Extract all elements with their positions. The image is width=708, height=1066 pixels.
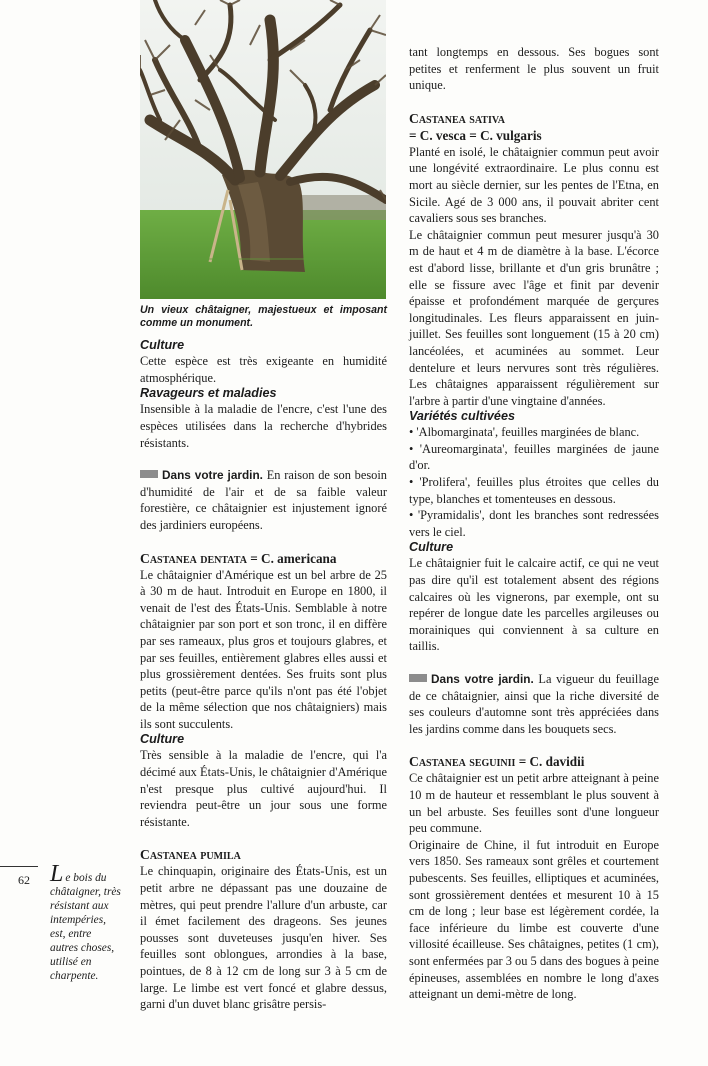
species-synonym: = C. davidii [515,754,585,770]
garden-text: En raison de son besoin d'humidité de l'air et de sa faible valeur forestière, ce châtaignier est injustement ignoré des jardiniers européens. [140,468,387,532]
varieties-heading: Variétés cultivées [409,409,515,424]
species-name: Castanea seguinii [409,754,516,770]
culture-heading-2: Culture [140,732,185,747]
column-right [409,44,659,1003]
margin-note [50,861,122,983]
garden-label: Dans votre jardin. [162,468,263,483]
section-marker-box [409,674,427,682]
species-heading-dentata [140,550,387,567]
margin-rule [0,866,38,867]
variety-item: • 'Albomarginata', feuilles marginées de blanc. [409,425,640,440]
garden-paragraph [140,467,387,533]
column-left [140,304,387,1013]
dentata-text: Le châtaignier d'Amérique est un bel arbre de 25 à 30 m de haut. Introduit en Europe en 1800, il venait de l'est des États-Unis. Semblable à notre châtaignier par son port et son tronc, il en diffère par ses rameaux, plus gros et toujours glabres, et par ses feuilles, entièrement glabres elles aussi et plus grossièrement dentées. Ses fruits sont plus petits (peut-être parce qu'ils n'ont pas été l'objet de la même sélection que nos châtaigniers) mais ils sont succulents. [140,567,387,731]
culture-text: Cette espèce est très exigeante en humidité atmosphérique. [140,354,387,385]
sativa-text-1: Planté en isolé, le châtaignier commun peut avoir une longévité extraordinaire. Le plus connu est mort au siècle dernier, sur les pentes de l'Etna, en Sicile. Agé de 3 000 ans, il pouvait abriter cent cavaliers sous ses branches. [409,144,659,226]
pumila-text: Le chinquapin, originaire des États-Unis, est un petit arbre ne dépassant pas une douzaine de mètres, qui peut prendre l'allure d'un arbuste, car il émet facilement des drageons. Ses jeunes pousses sont duveteuses jusqu'en hiver. Ses feuilles sont oblongues, arrondies à la base, pointues, de 8 à 12 cm de long sur 3 à 5 cm de large. Le limbe est vert foncé et glabre dessus, garni d'un duvet blanc grisâtre persis- [140,864,387,1012]
garden-paragraph [409,671,659,737]
seguinii-text-2: Originaire de Chine, il fut introduit en Europe vers 1850. Ses rameaux sont grêles et courtement pubescents. Ses feuilles, elliptiques et acuminées, sont grossièrement dentées et mesurent 10 à 15 cm de long ; leur base est légèrement cordée, la face inférieure du limbe est couverte d'une villosité écailleuse. Ses châtaignes, petites (1 cm), sont enfermées par 3 ou 5 dans des bogues à peine épineuses, assemblées en nombre le long d'axes atteignant un demi-mètre de long. [409,837,659,1002]
culture-heading: Culture [140,338,185,353]
tree-photo-image [140,0,386,299]
margin-note-text: e bois du châtaigner, très résistant aux intempéries, est, entre autres choses, utilisé en charpente. [50,872,121,982]
variety-item: • 'Pyramidalis', dont les branches sont redressées vers le ciel. [409,508,659,539]
species-heading-seguinii [409,753,659,770]
species-synonym: = C. americana [246,550,337,566]
seguinii-text-1: Ce châtaignier est un petit arbre atteignant à peine 10 m de hauteur et ressemblant le plus souvent à un bel arbuste. Ses feuilles sont d'une longueur peu commune. [409,771,659,836]
culture-text-2: Très sensible à la maladie de l'encre, qui l'a décimé aux États-Unis, le châtaignier d'Amérique n'est presque plus cultivé aujourd'hui. Il reviendra peut-être un jour sous une forme résistante. [140,748,387,829]
pests-text: Insensible à la maladie de l'encre, c'est l'une des espèces utilisées dans la recherche d'hybrides résistants. [140,402,387,450]
drop-initial: L [50,861,64,887]
species-heading-pumila [140,846,387,863]
page-number: 62 [18,873,30,887]
species-name: Castanea pumila [140,847,241,863]
variety-item: • 'Aureomarginata', feuilles marginées de jaune d'or. [409,441,659,473]
species-heading-sativa [409,110,659,127]
culture-heading: Culture [409,540,454,555]
tree-photo [140,0,386,299]
photo-caption: Un vieux châtaigner, majestueux et imposant comme un monument. [140,304,387,329]
pumila-continuation: tant longtemps en dessous. Ses bogues sont petites et renferment le plus souvent un fruit unique. [409,45,659,93]
species-name: Castanea sativa [409,110,506,126]
species-synonyms-sativa: = C. vesca = C. vulgaris [409,127,542,143]
garden-label: Dans votre jardin. [431,672,534,686]
section-marker-box [140,470,158,478]
sativa-text-2: Le châtaignier commun peut mesurer jusqu'à 30 m de haut et 4 m de diamètre à la base. L'écorce est d'abord lisse, brillante et d'un gris brunâtre ; elle se fissure avec l'âge et finit par devenir épaisse et profondément marquée de gerçures longitudinales. Les fleurs apparaissent en juin-juillet. Ses feuilles sont longuement (15 à 20 cm) lancéolées, et acuminées au sommet. Leur dentelure et leurs nervures sont très régulières. Les châtaignes apparaissent régulièrement sur l'arbre à partir d'une vingtaine d'années. [409,227,659,408]
pests-heading: Ravageurs et maladies [140,386,277,401]
culture-text: Le châtaignier fuit le calcaire actif, ce qui ne veut pas dire qu'il est totalement absent des régions calcaires où les vignerons, par exemple, ont su repérer de longue date les parcelles argileuses ou morainiques qui conviennent à sa culture en taillis. [409,556,659,654]
garden-text: La vigueur du feuillage de ce châtaignier, ainsi que la riche diversité de ses couleurs d'automne sont très appréciées dans les jardins comme dans les bouquets secs. [409,672,659,736]
variety-item: • 'Prolifera', feuilles plus étroites que celles du type, blanches et tomenteuses en dessous. [409,475,659,506]
species-name: Castanea dentata [140,550,247,566]
